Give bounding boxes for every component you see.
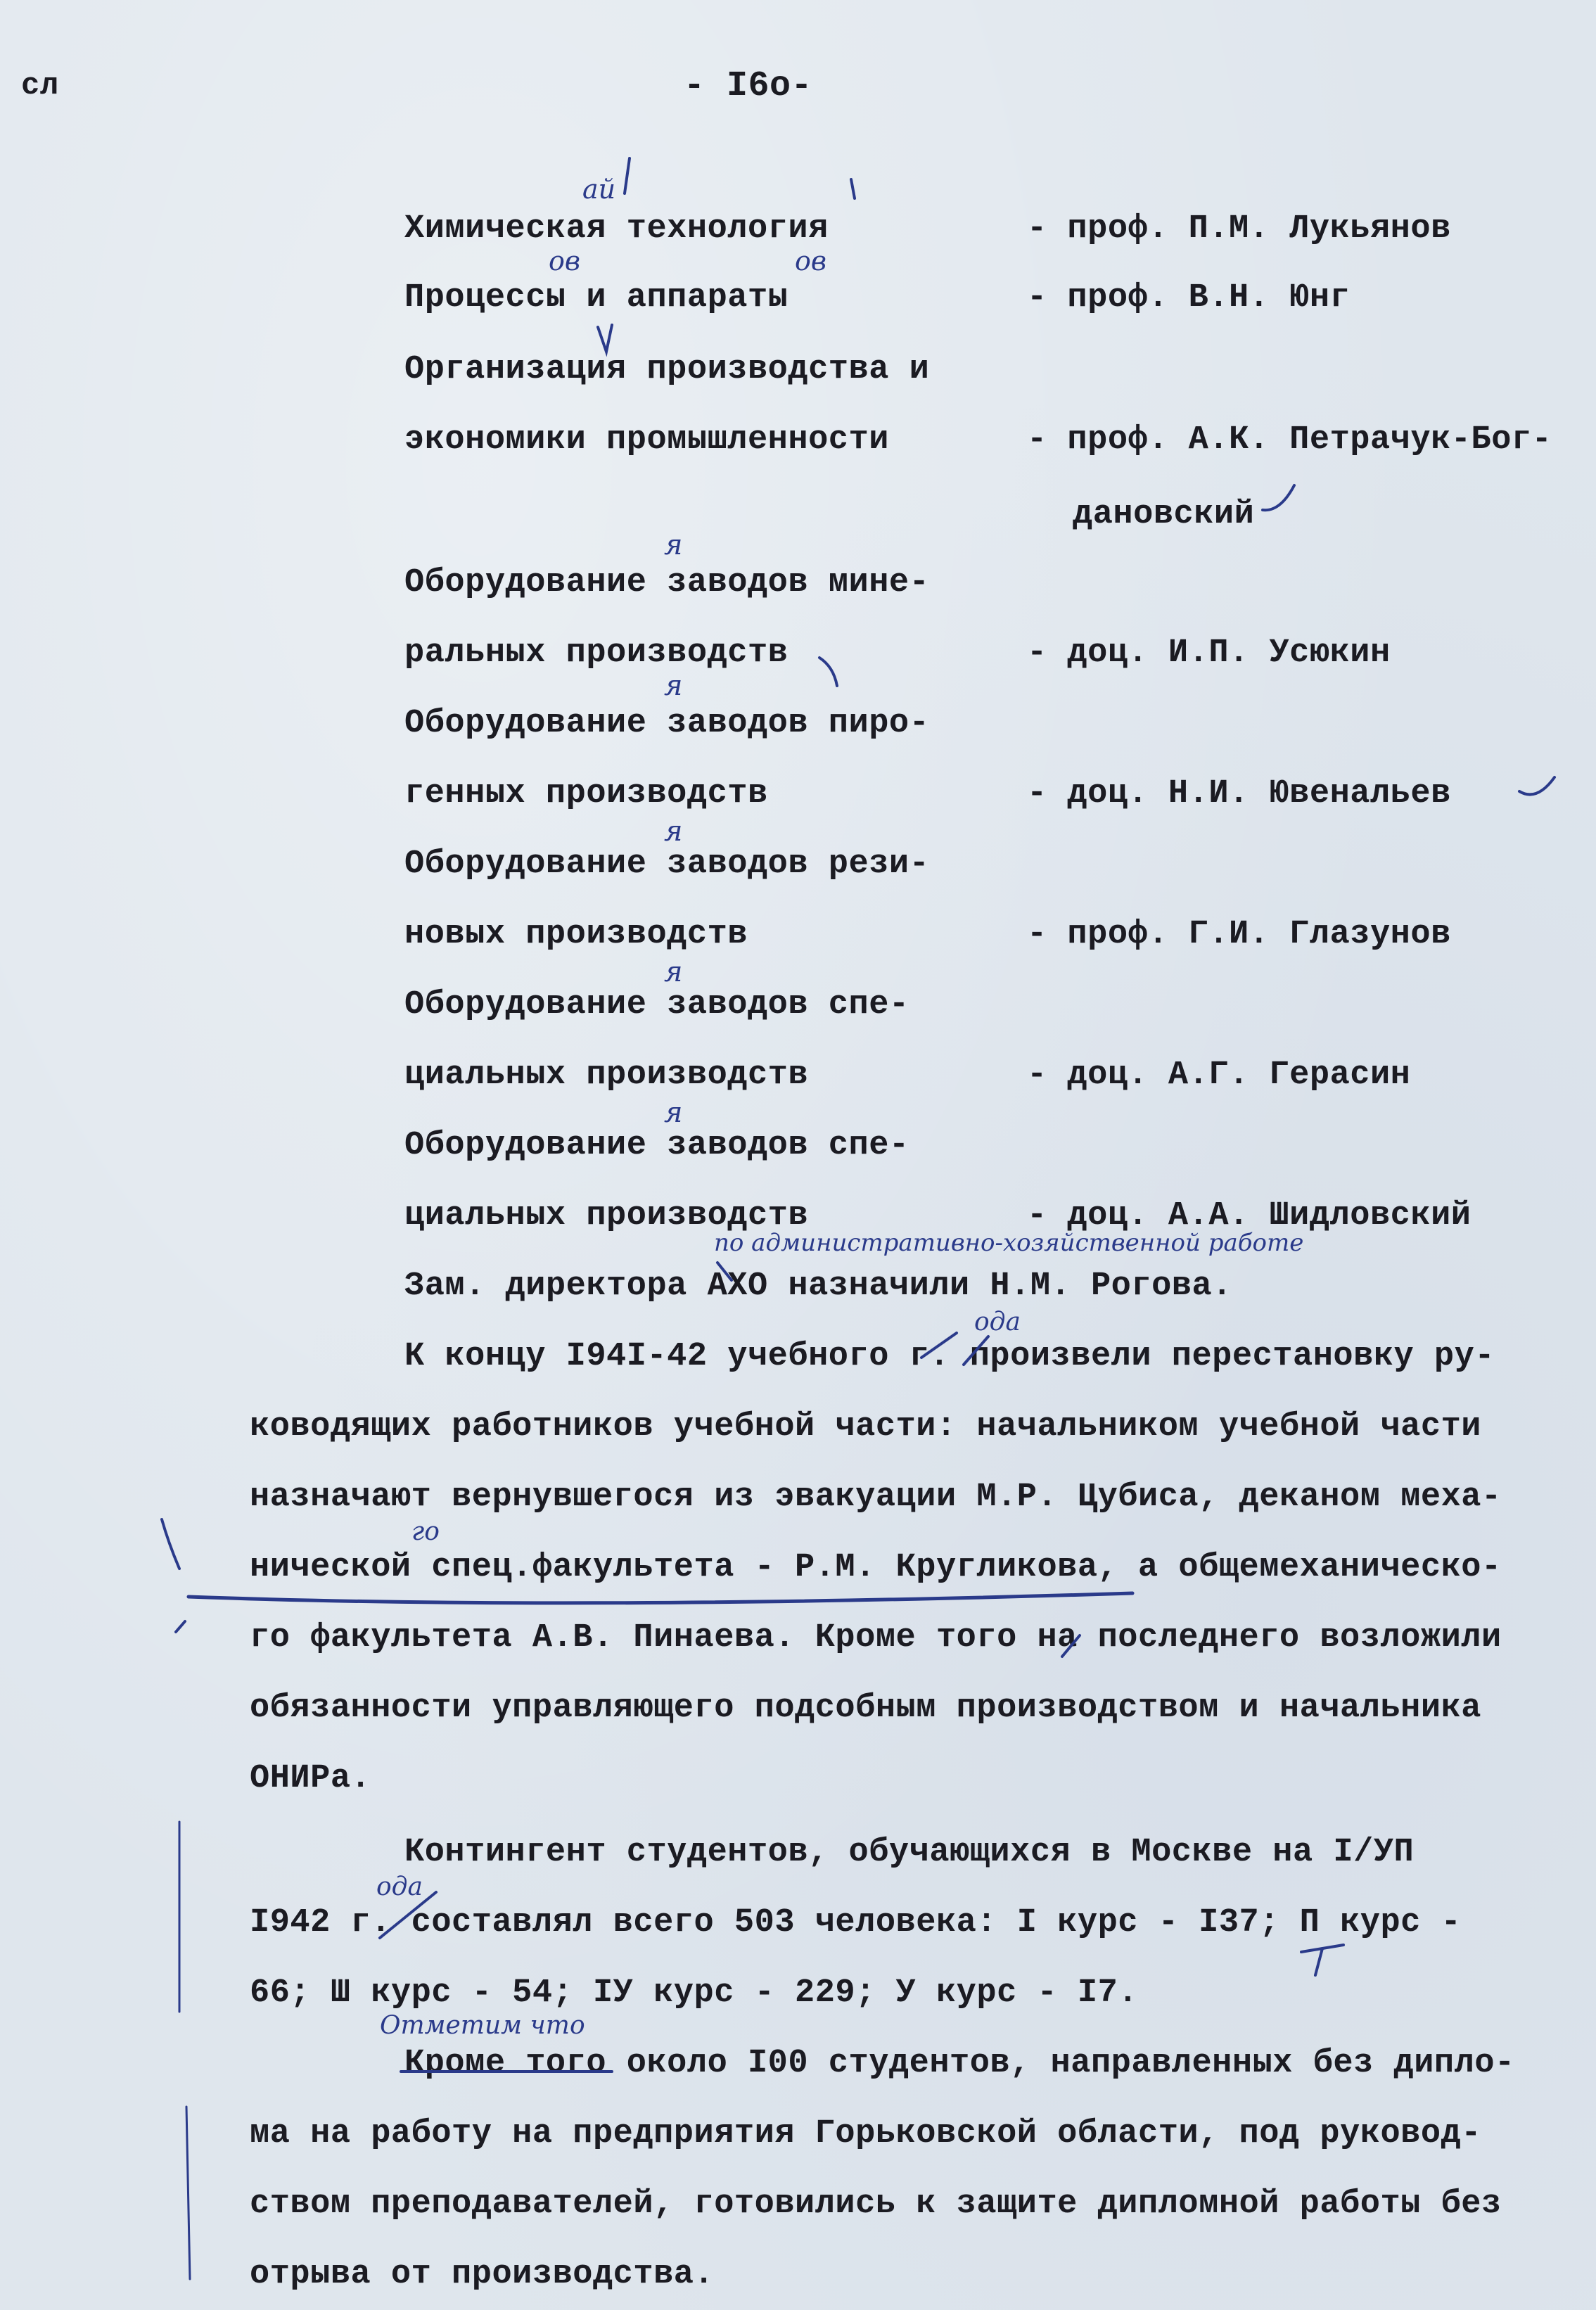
text-line: нической спец.факультета - Р.М. Кругликова, а общемеханическо-	[250, 1549, 1502, 1586]
handwritten-correction: ода	[974, 1308, 1021, 1336]
strike-mark	[380, 1892, 436, 1938]
text-line: 66; Ш курс - 54; IУ курс - 229; У курс - I7.	[250, 1974, 1139, 2012]
text-line: К концу I94I-42 учебного г. произвели перестановку ру-	[404, 1338, 1495, 1375]
text-line: ОНИРа.	[250, 1760, 371, 1797]
department-name: Оборудование заводов спе-	[404, 986, 909, 1023]
handwritten-insertion: Отметим что	[380, 2011, 585, 2040]
tick-mark	[625, 158, 630, 193]
department-name: Процессы и аппараты	[404, 279, 789, 317]
department-head: - доц. Н.И. Ювенальев	[1027, 775, 1451, 812]
text-line: ководящих работников учебной части: начальником учебной части	[250, 1408, 1481, 1446]
handwritten-correction: я	[664, 529, 683, 561]
handwritten-insertion: по административно-хозяйственной работе	[714, 1229, 1304, 1257]
department-name: Оборудование заводов мине-	[404, 564, 930, 601]
page-number: - I6о-	[684, 66, 813, 106]
department-name: новых производств	[404, 916, 748, 953]
margin-line	[186, 2107, 190, 2279]
department-head: дановский	[1073, 496, 1255, 533]
archive-code: сл	[21, 68, 59, 103]
department-head: - проф. А.К. Петрачук-Бог-	[1027, 421, 1552, 459]
department-head: - доц. И.П. Усюкин	[1027, 634, 1391, 672]
strike-mark	[964, 1336, 988, 1365]
comma-mark	[1062, 1635, 1080, 1657]
department-name: экономики промышленности	[404, 421, 889, 459]
department-name: Химическая технология	[404, 210, 829, 248]
department-head: - доц. А.А. Шидловский	[1027, 1197, 1471, 1234]
bracket-mark	[819, 658, 837, 686]
caret-mark	[598, 325, 612, 352]
caret-mark	[1315, 1948, 1322, 1975]
department-name: ральных производств	[404, 634, 789, 672]
department-head: - проф. Г.И. Глазунов	[1027, 916, 1451, 953]
handwritten-correction: я	[664, 956, 683, 988]
check-mark	[1519, 777, 1554, 795]
check-mark	[1263, 485, 1294, 510]
handwritten-correction: ов	[549, 245, 580, 276]
text-line: ством преподавателей, готовились к защите дипломной работы без	[250, 2185, 1502, 2223]
department-head: - проф. В.Н. Юнг	[1027, 279, 1351, 317]
underline-mark	[189, 1593, 1132, 1603]
handwritten-correction: го	[411, 1517, 440, 1546]
department-name: Оборудование заводов пиро-	[404, 705, 930, 742]
department-name: Оборудование заводов спе-	[404, 1127, 909, 1164]
margin-mark	[162, 1519, 179, 1569]
text-line: I942 г. составлял всего 503 человека: I курс - I37; П курс -	[250, 1904, 1462, 1941]
department-name: циальных производств	[404, 1057, 809, 1094]
handwritten-correction: ов	[795, 245, 826, 276]
department-head: - проф. П.М. Лукьянов	[1027, 210, 1451, 248]
text-line: Зам. директора АХО назначили Н.М. Рогова.	[404, 1268, 1232, 1305]
text-line: Кроме того около I00 студентов, направленных без дипло-	[404, 2045, 1515, 2082]
tick-mark	[851, 179, 855, 198]
text-line: го факультета А.В. Пинаева. Кроме того на последнего возложили	[250, 1619, 1502, 1657]
text-line: ма на работу на предприятия Горьковской области, под руковод-	[250, 2115, 1481, 2152]
text-line: назначают вернувшегося из эвакуации М.Р. Цубиса, деканом меха-	[250, 1479, 1502, 1516]
handwritten-correction: я	[664, 815, 683, 848]
text-line: обязанности управляющего подсобным производством и начальника	[250, 1690, 1481, 1727]
handwritten-correction: ай	[582, 174, 616, 205]
department-name: генных производств	[404, 775, 768, 812]
department-name: Организация производства и	[404, 351, 930, 388]
handwritten-correction: я	[664, 1097, 683, 1129]
department-name: Оборудование заводов рези-	[404, 845, 930, 883]
handwritten-correction: ода	[376, 1872, 423, 1901]
caret-mark	[717, 1263, 732, 1280]
strike-mark	[921, 1333, 957, 1358]
handwritten-correction: я	[664, 670, 683, 702]
text-line: Контингент студентов, обучающихся в Москве на I/УП	[404, 1834, 1415, 1871]
department-head: - доц. А.Г. Герасин	[1027, 1057, 1411, 1094]
text-line: отрыва от производства.	[250, 2256, 715, 2293]
department-name: циальных производств	[404, 1197, 809, 1234]
margin-mark	[176, 1621, 185, 1632]
